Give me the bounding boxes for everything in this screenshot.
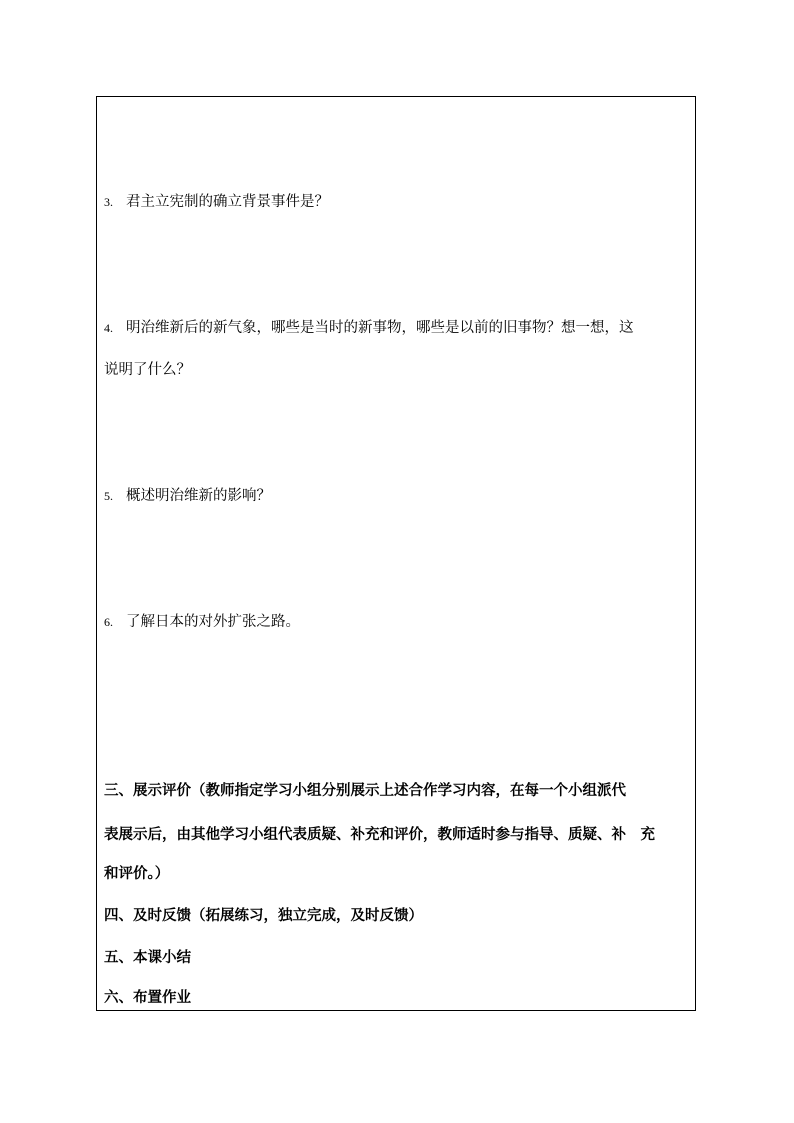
display-evaluation-line-2: 表展示后，由其他学习小组代表质疑、补充和评价，教师适时参与指导、质疑、补 充: [104, 826, 655, 843]
question-5: [104, 486, 271, 506]
question-number: 5.: [104, 489, 113, 503]
worksheet-table-cell: [96, 96, 696, 1011]
feedback-heading: 四、及时反馈（拓展练习，独立完成，及时反馈）: [104, 907, 423, 924]
question-text: 君主立宪制的确立背景事件是？: [126, 194, 329, 210]
question-6: [104, 612, 300, 632]
summary-heading: 五、本课小结: [104, 949, 191, 966]
question-text: 概述明治维新的影响？: [126, 488, 271, 504]
question-4-continuation: 说明了什么？: [104, 362, 191, 378]
display-evaluation-line-1: 三、展示评价（教师指定学习小组分别展示上述合作学习内容，在每一个小组派代: [104, 782, 626, 799]
question-number: 4.: [104, 321, 113, 335]
question-4: [104, 318, 634, 338]
question-number: 6.: [104, 615, 113, 629]
display-evaluation-line-3: 和评价。）: [104, 865, 170, 882]
question-number: 3.: [104, 195, 113, 209]
question-3: [104, 192, 329, 212]
question-text: 了解日本的对外扩张之路。: [126, 614, 300, 630]
question-text: 明治维新后的新气象，哪些是当时的新事物，哪些是以前的旧事物？想一想，这: [126, 320, 634, 336]
homework-heading: 六、布置作业: [104, 989, 191, 1006]
